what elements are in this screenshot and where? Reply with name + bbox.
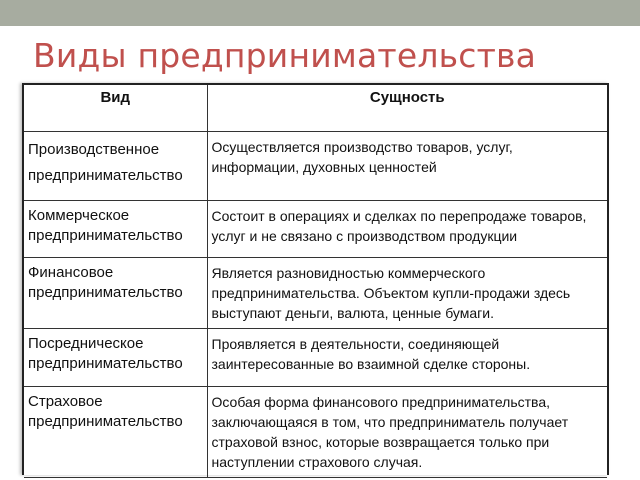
- table-frame: [22, 83, 609, 475]
- table-header-row: [24, 85, 607, 132]
- kind-cell: Страховое предпринимательство: [24, 387, 207, 478]
- essence-cell: Осуществляется производство товаров, услуг, информации, духовных ценностей: [207, 132, 607, 201]
- slide-title: Виды предпринимательства: [33, 36, 537, 75]
- kind-cell: Производственное предпринимательство: [24, 132, 207, 201]
- column-header-kind: Вид: [24, 85, 207, 132]
- essence-cell: Является разновидностью коммерческого предпринимательства. Объектом купли-продажи здесь выступают деньги, валюта, ценные бумаги.: [207, 258, 607, 329]
- column-header-essence: Сущность: [207, 85, 607, 132]
- table-row: [24, 132, 607, 201]
- table-row: [24, 387, 607, 478]
- entrepreneurship-types-table: [24, 85, 607, 478]
- top-bar: [0, 0, 640, 26]
- table-row: [24, 258, 607, 329]
- table-row: [24, 201, 607, 258]
- table-row: [24, 329, 607, 387]
- essence-cell: Особая форма финансового предпринимательства, заключающаяся в том, что предприниматель получает страховой взнос, которые возвращается только при наступлении страхового случая.: [207, 387, 607, 478]
- kind-cell: Посредническое предпринимательство: [24, 329, 207, 387]
- kind-cell: Коммерческое предпринимательство: [24, 201, 207, 258]
- essence-cell: Состоит в операциях и сделках по перепродаже товаров, услуг и не связано с производством продукции: [207, 201, 607, 258]
- kind-cell: Финансовое предпринимательство: [24, 258, 207, 329]
- essence-cell: Проявляется в деятельности, соединяющей заинтересованные во взаимной сделке стороны.: [207, 329, 607, 387]
